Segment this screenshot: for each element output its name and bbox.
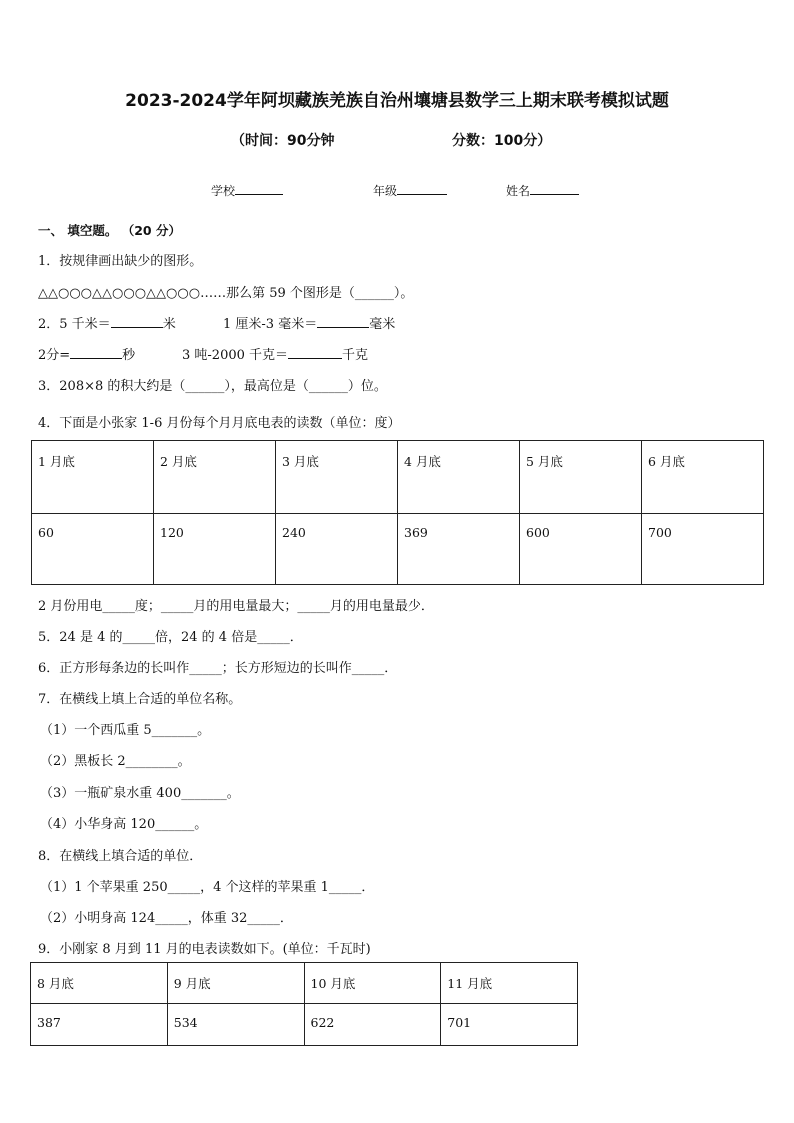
question-2b <box>223 313 395 332</box>
table-cell: 387 <box>31 1004 168 1046</box>
table-cell: 369 <box>398 514 520 585</box>
question-7-item: （1）一个西瓜重 5_______。 <box>40 723 211 738</box>
question-7-item: （3）一瓶矿泉水重 400_______。 <box>40 786 240 801</box>
question-7-item: （4）小华身高 120______。 <box>40 817 208 832</box>
table-header-cell: 1 月底 <box>32 441 154 514</box>
question-2a-text: 2．5 千米＝ <box>38 317 111 332</box>
grade-field <box>373 181 447 199</box>
question-9: 9．小刚家 8 月到 11 月的电表读数如下。(单位：千瓦时) <box>38 942 371 957</box>
time-label: （时间：90分钟 <box>231 133 335 149</box>
table-cell: 240 <box>276 514 398 585</box>
meter-table-1 <box>31 440 764 585</box>
answer-blank[interactable] <box>111 314 163 328</box>
table-header-cell: 11 月底 <box>441 963 578 1004</box>
question-7: 7．在横线上填上合适的单位名称。 <box>38 692 242 707</box>
table-row <box>31 963 578 1004</box>
table-header-cell: 9 月底 <box>167 963 304 1004</box>
school-label: 学校 <box>211 184 236 198</box>
question-1: 1．按规律画出缺少的图形。 <box>38 254 203 269</box>
question-2d-text: 3 吨-2000 千克＝ <box>182 348 289 363</box>
question-2c <box>38 344 135 363</box>
table-header-cell: 10 月底 <box>304 963 441 1004</box>
question-8-item: （2）小明身高 124_____，体重 32_____． <box>40 911 293 926</box>
grade-label: 年级 <box>373 184 398 198</box>
question-1-sequence: △△○○○△△○○○△△○○○……那么第 59 个图形是（______）。 <box>38 286 414 301</box>
question-2c-text: 2分= <box>38 348 71 363</box>
question-2d-unit: 千克 <box>342 348 369 363</box>
table-cell: 120 <box>154 514 276 585</box>
school-blank[interactable] <box>235 181 283 195</box>
question-3: 3．208×8 的积大约是（______），最高位是（______）位。 <box>38 379 387 394</box>
question-2c-unit: 秒 <box>122 348 136 363</box>
name-blank[interactable] <box>530 181 579 195</box>
table-cell: 60 <box>32 514 154 585</box>
table-header-cell: 4 月底 <box>398 441 520 514</box>
section-heading: 一、 填空题。 （20 分） <box>38 223 181 238</box>
page-title: 2023-2024学年阿坝藏族羌族自治州壤塘县数学三上期末联考模拟试题 <box>125 91 669 111</box>
question-8-item: （1）1 个苹果重 250_____，4 个这样的苹果重 1_____． <box>40 880 375 895</box>
table-row <box>32 441 764 514</box>
question-6: 6．正方形每条边的长叫作_____；长方形短边的长叫作_____． <box>38 661 398 676</box>
answer-blank[interactable] <box>317 314 369 328</box>
school-field <box>211 181 283 199</box>
question-8: 8．在横线上填合适的单位． <box>38 849 203 864</box>
name-label: 姓名 <box>506 184 531 198</box>
question-2b-text: 1 厘米-3 毫米＝ <box>223 317 318 332</box>
table-header-cell: 5 月底 <box>520 441 642 514</box>
answer-blank[interactable] <box>288 345 342 359</box>
question-4: 4．下面是小张家 1-6 月份每个月月底电表的读数（单位：度） <box>38 416 401 431</box>
table-cell: 701 <box>441 1004 578 1046</box>
question-2d <box>182 344 368 363</box>
answer-blank[interactable] <box>70 345 122 359</box>
question-2a-unit: 米 <box>162 317 176 332</box>
grade-blank[interactable] <box>397 181 447 195</box>
table-header-cell: 6 月底 <box>642 441 764 514</box>
table-header-cell: 8 月底 <box>31 963 168 1004</box>
table-header-cell: 2 月底 <box>154 441 276 514</box>
table-header-cell: 3 月底 <box>276 441 398 514</box>
question-2a <box>38 313 176 332</box>
question-4-blanks: 2 月份用电_____度；_____月的用电量最大；_____月的用电量最少． <box>38 599 434 614</box>
table-cell: 700 <box>642 514 764 585</box>
meter-table-2 <box>30 962 578 1046</box>
table-cell: 622 <box>304 1004 441 1046</box>
score-label: 分数：100分） <box>452 133 552 149</box>
table-row <box>31 1004 578 1046</box>
question-5: 5．24 是 4 的_____倍，24 的 4 倍是_____． <box>38 630 303 645</box>
table-cell: 534 <box>167 1004 304 1046</box>
name-field <box>506 181 579 199</box>
question-2b-unit: 毫米 <box>369 317 396 332</box>
table-cell: 600 <box>520 514 642 585</box>
question-7-item: （2）黑板长 2________。 <box>40 754 191 769</box>
table-row <box>32 514 764 585</box>
